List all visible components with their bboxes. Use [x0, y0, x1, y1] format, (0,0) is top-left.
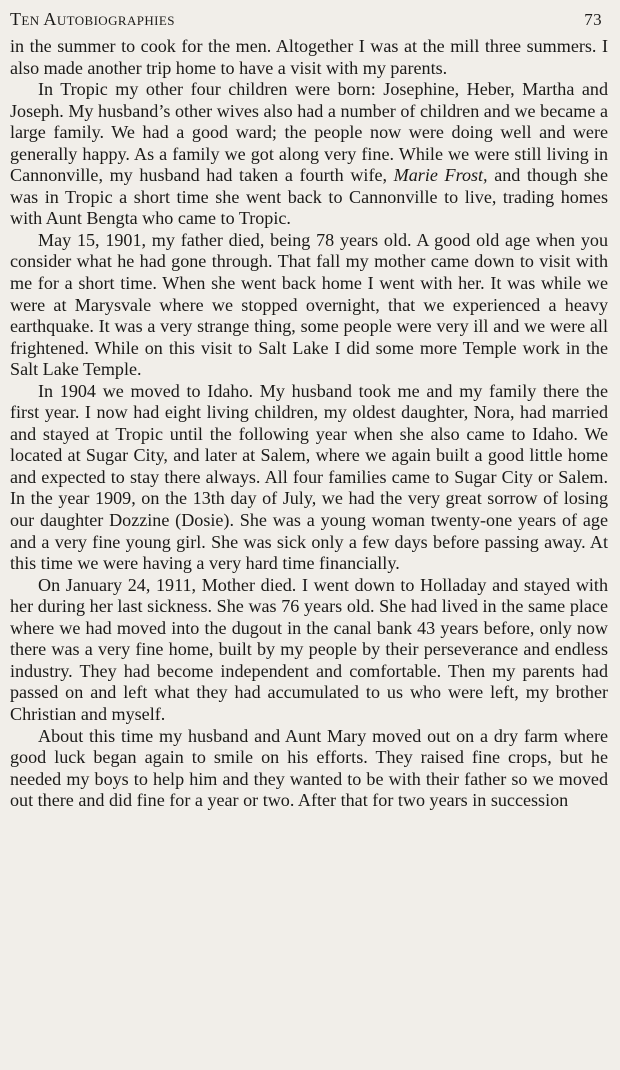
- running-head-title: Ten Autobiographies: [10, 9, 175, 29]
- paragraph-father-died: May 15, 1901, my father died, being 78 years old. A good old age when you consider what he had gone through. That fall my mother came down to visit with me for a short time. When she went back home I went with her. It was while we were at Marysvale where we stopped overnight, that we experienced a heavy earthquake. It was a very strange thing, some people were very ill and we were all frightened. While on this visit to Salt Lake I did some more Temple work in the Salt Lake Temple.: [10, 229, 608, 380]
- paragraph-text: In Tropic my other four children were born: Josephine, Heber, Martha and Joseph. My husband’s other wives also had a number of children and we became a large family. We had a good ward; the people now were doing well and were generally happy. As a family we got along very fine. While we were still living in Cannonville, my husband had taken a fourth wife,: [10, 79, 608, 186]
- paragraph-continued: in the summer to cook for the men. Altogether I was at the mill three summers. I also made another trip home to have a visit with my parents.: [10, 36, 608, 78]
- page-number: 73: [584, 10, 602, 29]
- running-head: [10, 6, 608, 32]
- paragraph-moved-to-idaho: In 1904 we moved to Idaho. My husband took me and my family there the first year. I now had eight living children, my oldest daughter, Nora, had married and stayed at Tropic until the following year when she also came to Idaho. We located at Sugar City, and later at Salem, where we again built a good little home and expected to stay there always. All four families came to Sugar City or Salem. In the year 1909, on the 13th day of July, we had the very great sorrow of losing our daughter Dozzine (Dosie). She was a young woman twenty-one years of age and a very fine young girl. She was sick only a few days before passing away. At this time we were having a very hard time financially.: [10, 380, 608, 574]
- emphasized-name: Marie Frost,: [393, 165, 488, 186]
- paragraph-dry-farm: About this time my husband and Aunt Mary moved out on a dry farm where good luck began again to smile on his efforts. They raised fine crops, but he needed my boys to help him and they wanted to be with their father so we moved out there and did fine for a year or two. After that for two years in succession: [10, 725, 608, 811]
- body-text: [10, 36, 608, 812]
- paragraph-text: and though she was in Tropic a short time she went back to Cannonville to live, trading homes with Aunt Bengta who came to Tropic.: [10, 165, 608, 229]
- paragraph-tropic-children: [10, 79, 608, 230]
- paragraph-mother-died: On January 24, 1911, Mother died. I went down to Holladay and stayed with her during her last sickness. She was 76 years old. She had lived in the same place where we had moved into the dugout in the canal bank 43 years before, only now there was a very fine home, built by my people by their perseverance and endless industry. They had become independent and comfortable. Then my parents had passed on and left what they had accumulated to us who were left, my brother Christian and myself.: [10, 574, 608, 724]
